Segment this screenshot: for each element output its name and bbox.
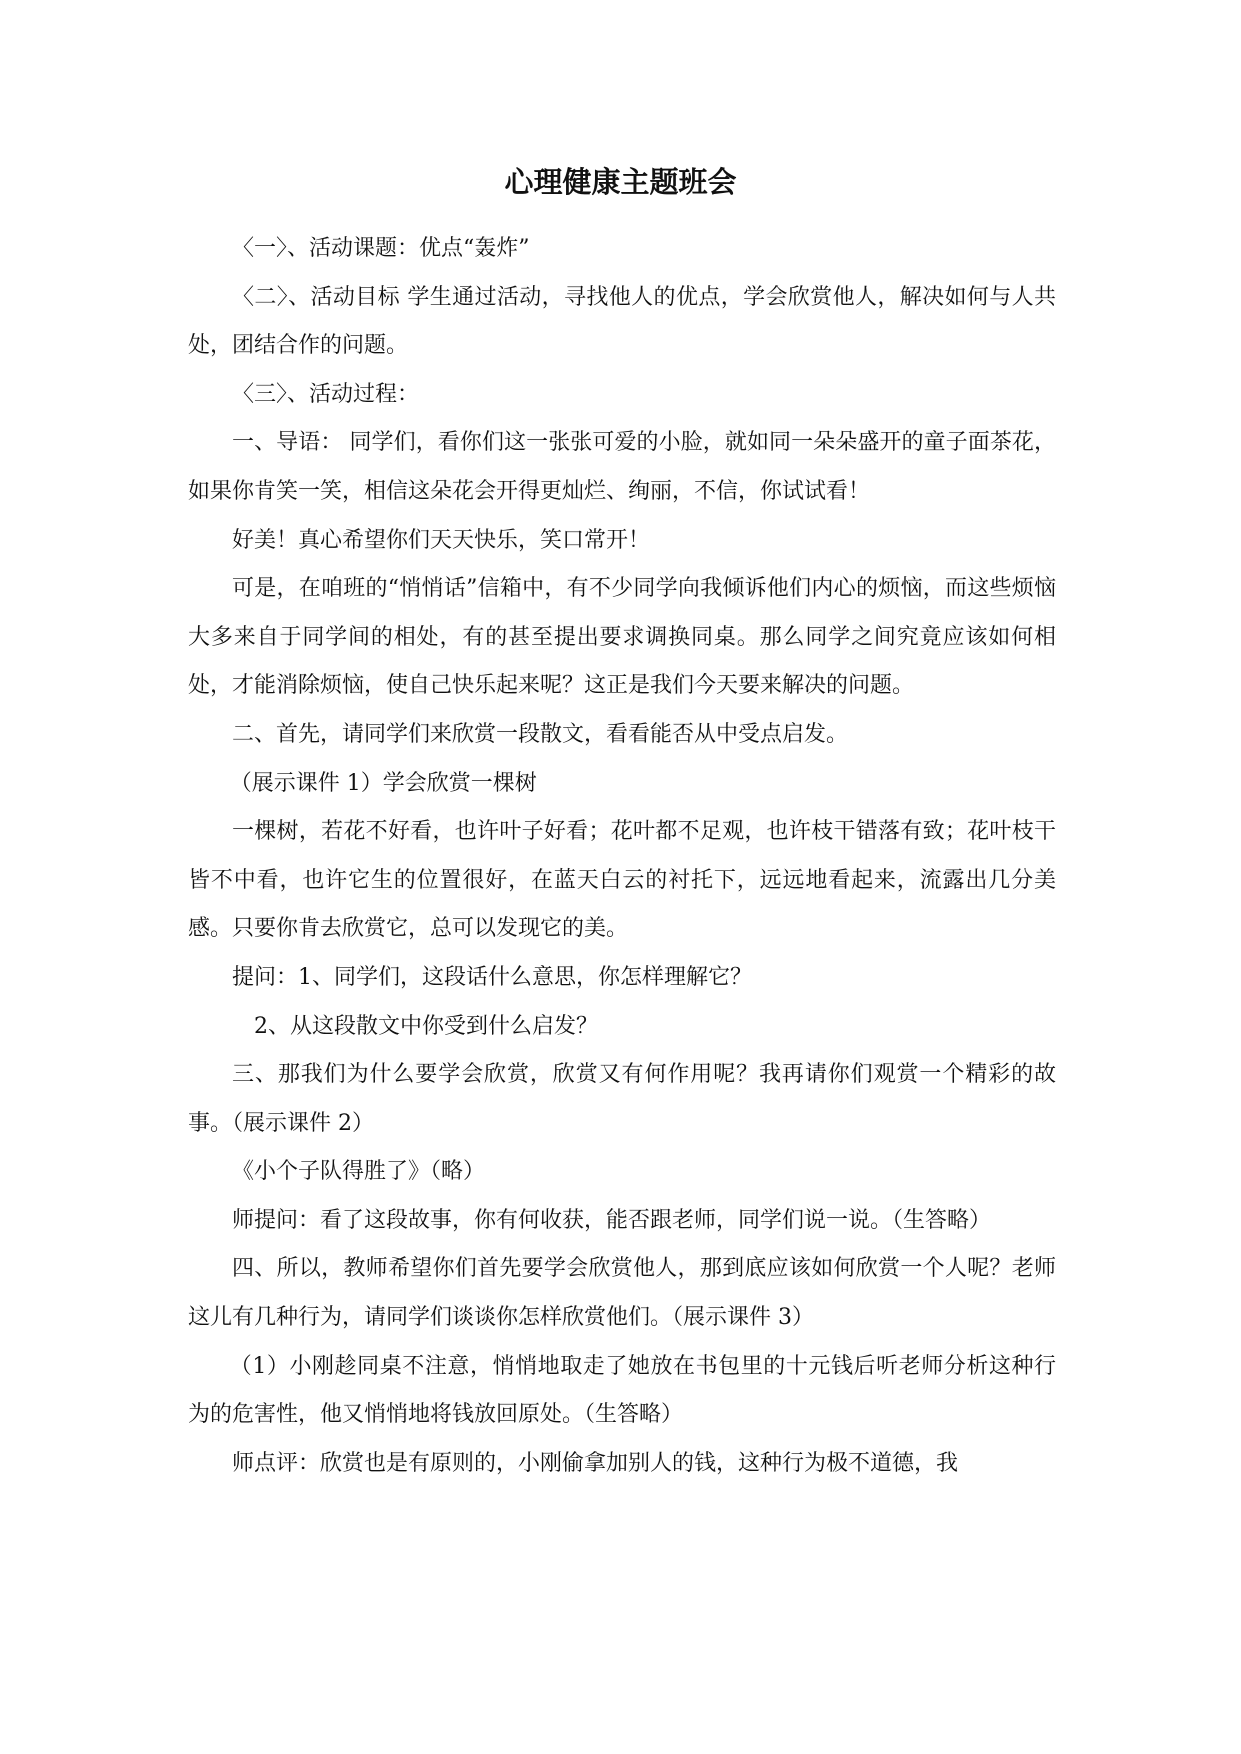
- paragraph-goal: 〈二〉、活动目标 学生通过活动，寻找他人的优点，学会欣赏他人，解决如何与人共处，团结合作的问题。: [188, 284, 1056, 359]
- document-body: [188, 225, 1056, 1488]
- paragraph-mailbox: 可是，在咱班的“悄悄话”信箱中，有不少同学向我倾诉他们内心的烦恼，而这些烦恼大多来自于同学间的相处，有的甚至提出要求调换同桌。那么同学之间究竟应该如何相处，才能消除烦恼，使自己快乐起来呢？这正是我们今天要来解决的问题。: [188, 576, 1056, 699]
- paragraph-story-title: 《小个子队得胜了》（略）: [232, 1159, 486, 1185]
- paragraph-step-two: 二、首先，请同学们来欣赏一段散文，看看能否从中受点启发。: [232, 721, 849, 747]
- paragraph-topic: 〈一〉、活动课题：优点“轰炸”: [232, 236, 530, 261]
- paragraph-wish: 好美！真心希望你们天天快乐，笑口常开！: [232, 527, 651, 553]
- paragraph-question-1: 提问：1、同学们，这段话什么意思，你怎样理解它？: [232, 964, 752, 990]
- paragraph-tree-prose: 一棵树，若花不好看，也许叶子好看；花叶都不足观，也许枝干错落有致；花叶枝干皆不中看，也许它生的位置很好，在蓝天白云的衬托下，远远地看起来，流露出几分美感。只要你肯去欣赏它，总可以发现它的美。: [188, 819, 1056, 942]
- paragraph-step-three: 三、那我们为什么要学会欣赏，欣赏又有何作用呢？我再请你们观赏一个精彩的故事。（展示课件 2）: [188, 1062, 1056, 1136]
- paragraph-courseware-1: （展示课件 1）学会欣赏一棵树: [229, 770, 537, 796]
- document-title: 心理健康主题班会: [504, 165, 737, 199]
- paragraph-teacher-question: 师提问：看了这段故事，你有何收获，能否跟老师，同学们说一说。（生答略）: [232, 1207, 992, 1233]
- paragraph-process: 〈三〉、活动过程：: [232, 381, 420, 407]
- paragraph-teacher-comment: 师点评：欣赏也是有原则的，小刚偷拿加别人的钱，这种行为极不道德，我: [232, 1450, 959, 1476]
- paragraph-question-2: 2、从这段散文中你受到什么启发？: [254, 1013, 598, 1039]
- paragraph-step-four: 四、所以，教师希望你们首先要学会欣赏他人，那到底应该如何欣赏一个人呢？老师这儿有几种行为，请同学们谈谈你怎样欣赏他们。（展示课件 3）: [188, 1256, 1056, 1331]
- paragraph-case-1: （1）小刚趁同桌不注意，悄悄地取走了她放在书包里的十元钱后听老师分析这种行为的危害性，他又悄悄地将钱放回原处。（生答略）: [188, 1353, 1056, 1428]
- paragraph-intro: 一、导语： 同学们，看你们这一张张可爱的小脸，就如同一朵朵盛开的童子面茶花，如果你肯笑一笑，相信这朵花会开得更灿烂、绚丽，不信，你试试看！: [188, 430, 1056, 504]
